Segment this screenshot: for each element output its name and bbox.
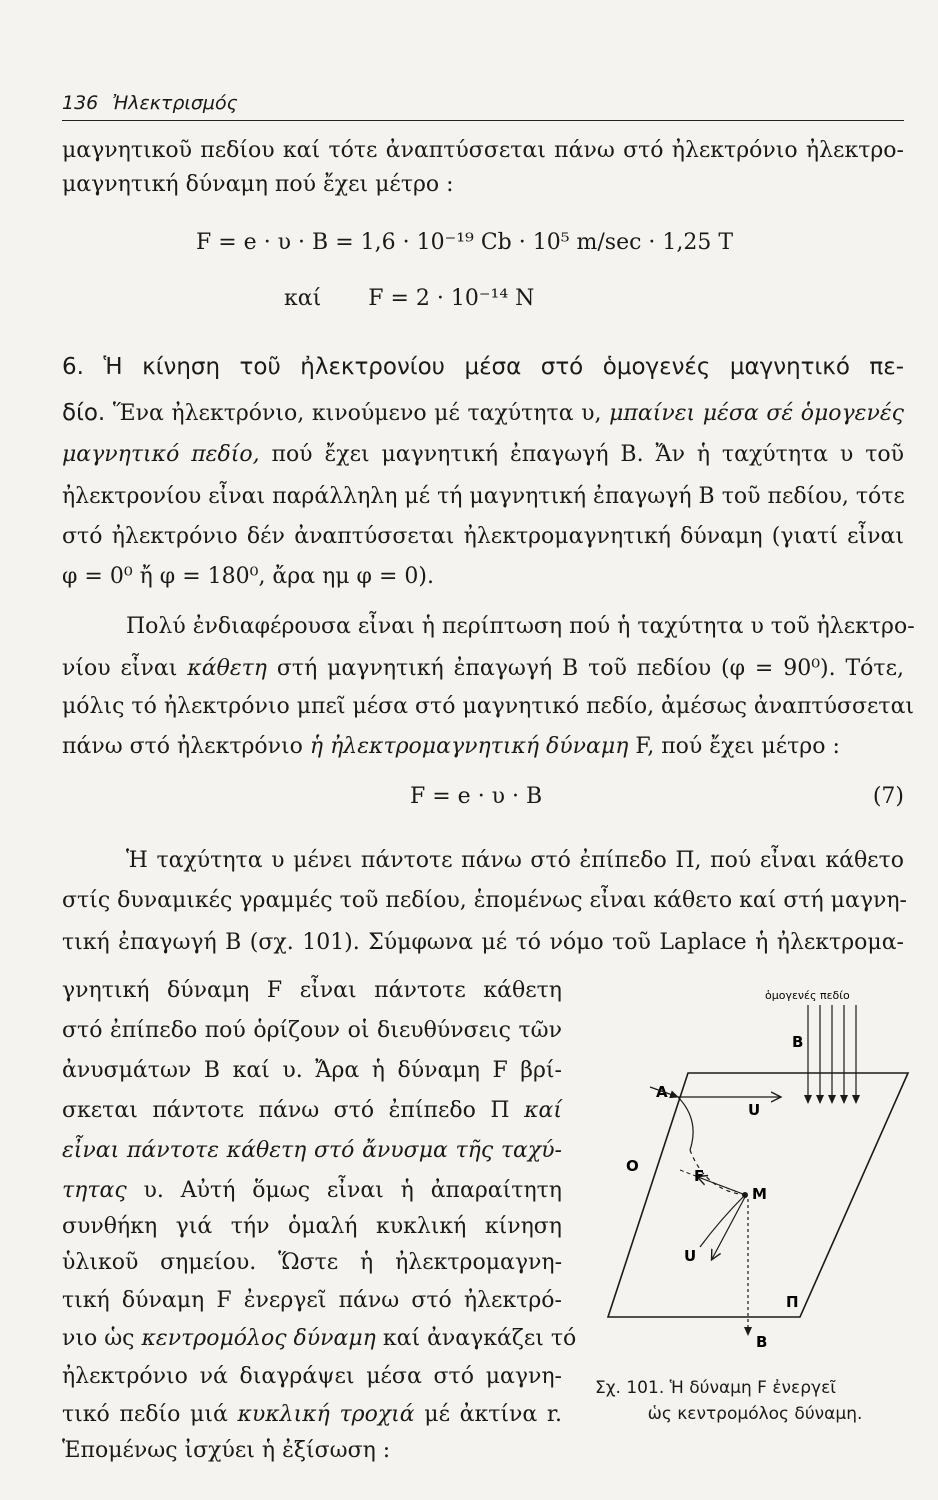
label-B-bottom: B xyxy=(756,1333,768,1351)
text-line: φ = 0⁰ ἤ φ = 180⁰, ἄρα ημ φ = 0). xyxy=(62,564,434,589)
force-arrow xyxy=(698,1177,743,1194)
text-line: ἠλεκτρόνιο νά διαγράψει μέσα στό μαγνη- xyxy=(62,1364,562,1389)
text-line: νιο ὡς κεντρομόλος δύναμη καί ἀναγκάζει τό xyxy=(62,1326,577,1351)
label-U-bottom: U xyxy=(684,1247,697,1265)
text-line: τική δύναμη F ἐνεργεῖ πάνω στό ἠλεκτρό- xyxy=(62,1288,562,1313)
equation-force-value: F = 2 · 10⁻¹⁴ N xyxy=(368,286,535,311)
field-lines xyxy=(808,1005,856,1103)
text-line: συνθήκη γιά τήν ὁμαλή κυκλική κίνηση xyxy=(62,1214,562,1239)
chapter-title: Ἠλεκτρισμός xyxy=(112,92,238,114)
text-line: μαγνητική δύναμη πού ἔχει μέτρο : xyxy=(62,172,454,197)
text-line: ὑλικοῦ σημείου. Ὥστε ἡ ἠλεκτρομαγνη- xyxy=(62,1250,562,1275)
equation-force-calculation: F = e · υ · B = 1,6 · 10⁻¹⁹ Cb · 10⁵ m/sec · 1,25 T xyxy=(196,230,734,255)
label-F: F xyxy=(694,1167,705,1185)
text-line: τητας υ. Αὐτή ὅμως εἶναι ἡ ἀπαραίτητη xyxy=(62,1178,562,1203)
equation-and-word: καί xyxy=(284,286,322,311)
text-line: στό ἠλεκτρόνιο δέν ἀναπτύσσεται ἠλεκτρομαγνητική δύναμη (γιατί εἶναι xyxy=(62,524,904,549)
running-header xyxy=(62,92,904,121)
text-line: μόλις τό ἠλεκτρόνιο μπεῖ μέσα στό μαγνητικό πεδίο, ἀμέσως ἀναπτύσσεται xyxy=(62,694,915,719)
text-line: πάνω στό ἠλεκτρόνιο ἡ ἠλεκτρομαγνητική δύναμη F, πού ἔχει μέτρο : xyxy=(62,734,840,759)
label-A: A xyxy=(656,1083,668,1101)
text-line: Ἑπομένως ἰσχύει ἡ ἐξίσωση : xyxy=(62,1438,391,1463)
text-line: τικό πεδίο μιά κυκλική τροχιά μέ ἀκτίνα r. xyxy=(62,1402,563,1427)
text-line: Ἡ ταχύτητα υ μένει πάντοτε πάνω στό ἐπίπεδο Π, πού εἶναι κάθετο xyxy=(126,848,904,873)
label-U-top: U xyxy=(748,1101,761,1119)
equation-lorentz-formula: F = e · υ · B xyxy=(410,784,543,809)
page-number: 136 xyxy=(62,92,99,114)
equation-force-result xyxy=(284,284,684,314)
label-B-top: B xyxy=(792,1033,804,1051)
label-Pi: Π xyxy=(786,1293,799,1311)
field-label: ὁμογενές πεδίο xyxy=(765,989,850,1002)
text-line: μαγνητικοῦ πεδίου καί τότε ἀναπτύσσεται πάνω στό ἠλεκτρόνιο ἠλεκτρο- xyxy=(62,138,904,163)
text-line: νίου εἶναι κάθετη στή μαγνητική ἐπαγωγή B τοῦ πεδίου (φ = 90⁰). Τότε, xyxy=(62,656,904,681)
text-line: γνητική δύναμη F εἶναι πάντοτε κάθετη xyxy=(62,978,562,1003)
label-O: O xyxy=(626,1157,639,1175)
figure-101-diagram xyxy=(580,985,920,1355)
text-line: ἀνυσμάτων B καί υ. Ἄρα ἡ δύναμη F βρί- xyxy=(62,1058,562,1083)
figure-caption-line: Σχ. 101. Ἡ δύναμη F ἐνεργεῖ xyxy=(595,1378,837,1398)
equation-number: (7) xyxy=(872,784,904,809)
text-line: στό ἐπίπεδο πού ὁρίζουν οἱ διευθύνσεις τῶν xyxy=(62,1018,562,1043)
text-line: στίς δυναμικές γραμμές τοῦ πεδίου, ἑπομένως εἶναι κάθετο καί στή μαγνη- xyxy=(62,888,907,913)
section-heading: 6. Ἡ κίνηση τοῦ ἠλεκτρονίου μέσα στό ὁμογενές μαγνητικό πε- xyxy=(62,354,904,380)
text-line: Πολύ ἐνδιαφέρουσα εἶναι ἡ περίπτωση πού ἡ ταχύτητα υ τοῦ ἠλεκτρο- xyxy=(126,614,915,639)
text-line: σκεται πάντοτε πάνω στό ἐπίπεδο Π καί xyxy=(62,1098,562,1123)
figure-caption-line: ὡς κεντρομόλος δύναμη. xyxy=(647,1404,863,1424)
label-M: M xyxy=(752,1185,767,1203)
velocity-arrow-M xyxy=(712,1197,745,1259)
trajectory-upper xyxy=(678,1097,693,1150)
text-line: δίο. Ἕνα ἠλεκτρόνιο, κινούμενο μέ ταχύτητα υ, μπαίνει μέσα σέ ὁμογενές xyxy=(62,400,904,426)
section-heading-end: δίο. xyxy=(62,400,106,426)
text-line: ἠλεκτρονίου εἶναι παράλληλη μέ τή μαγνητική ἐπαγωγή B τοῦ πεδίου, τότε xyxy=(62,484,905,509)
text-line: εἶναι πάντοτε κάθετη στό ἄνυσμα τῆς ταχύ- xyxy=(62,1138,562,1163)
text-line: τική ἐπαγωγή B (σχ. 101). Σύμφωνα μέ τό νόμο τοῦ Laplace ἡ ἠλεκτρομα- xyxy=(62,930,904,955)
text-line: μαγνητικό πεδίο, πού ἔχει μαγνητική ἐπαγωγή B. Ἄν ἡ ταχύτητα υ τοῦ xyxy=(62,442,904,467)
